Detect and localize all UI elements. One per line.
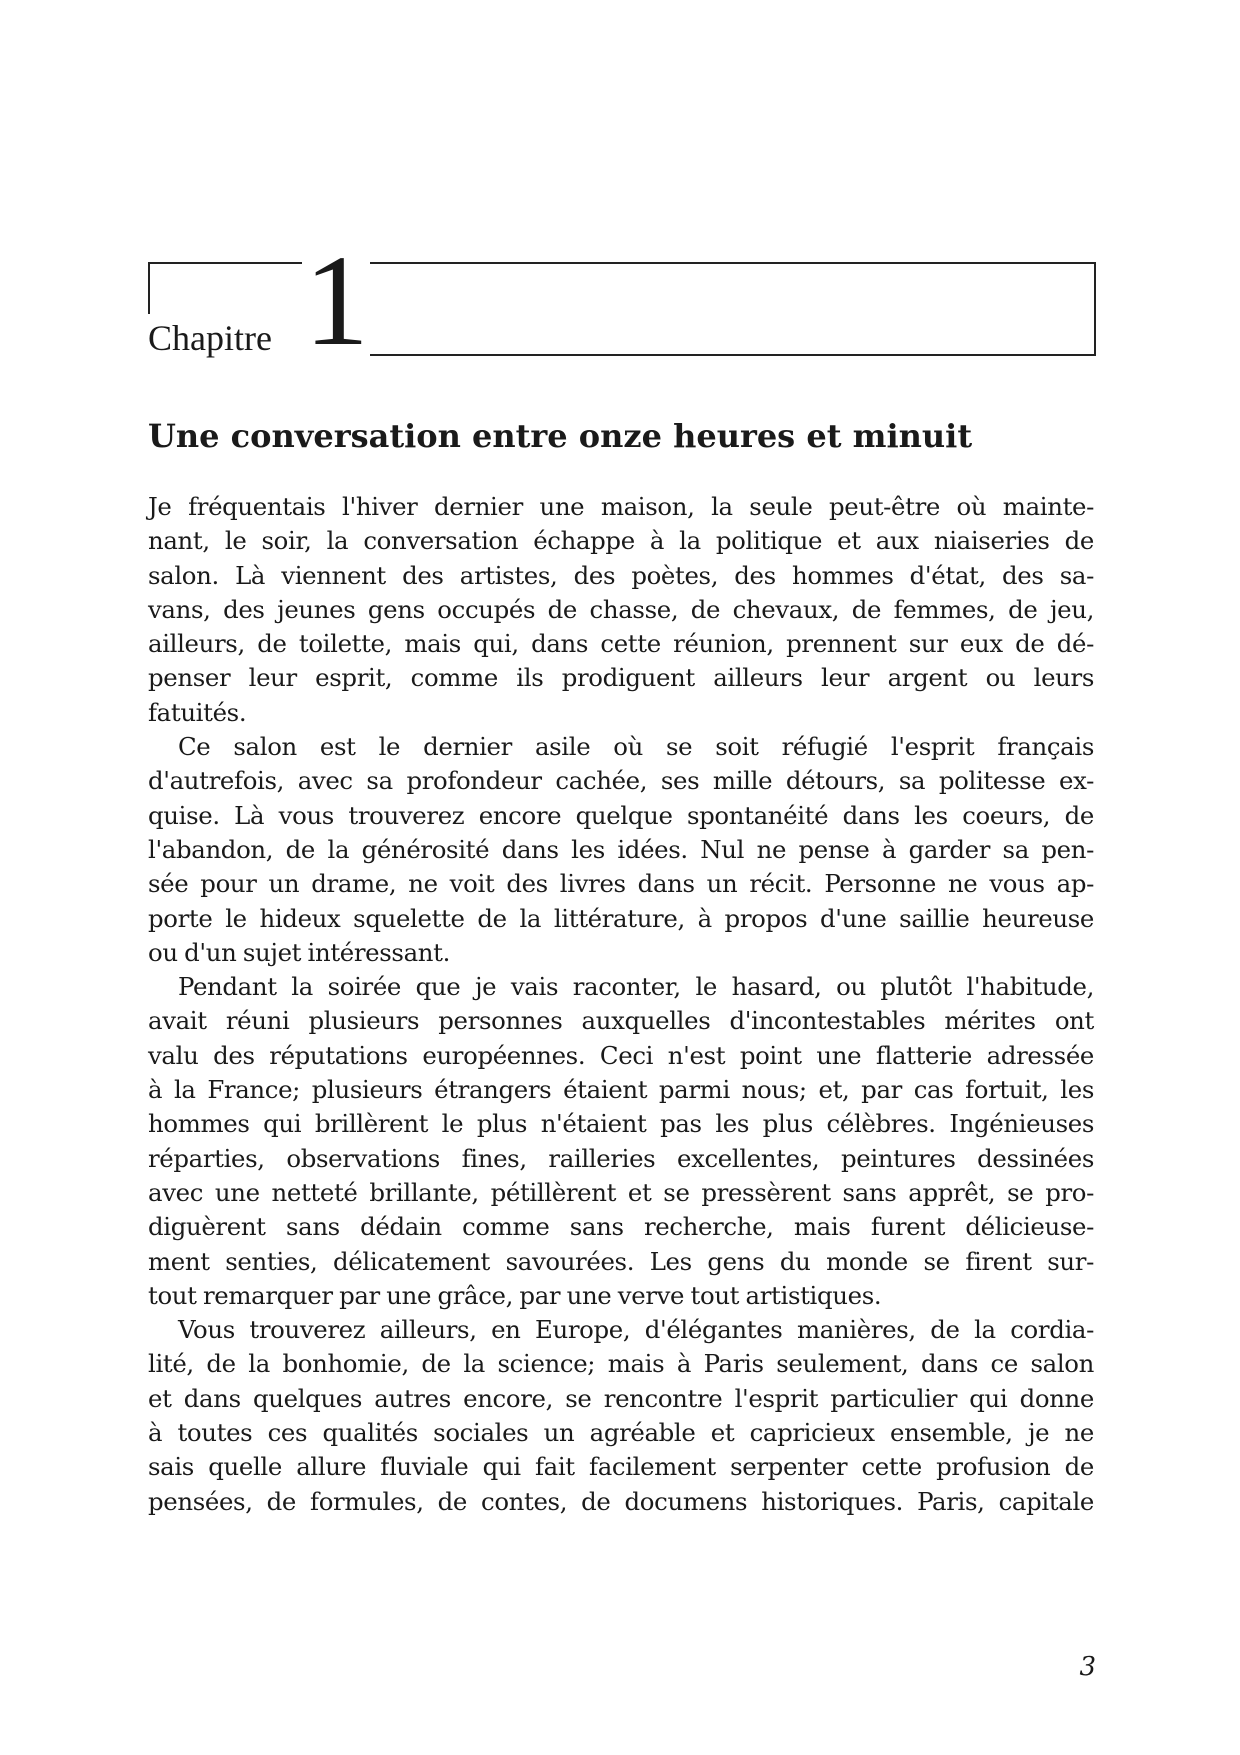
text-line: à la France; plusieurs étrangers étaient parmi nous; et, par cas fortuit, les: [148, 1075, 1094, 1105]
body-text: [148, 490, 1094, 1519]
text-line: pensées, de formules, de contes, de documens historiques. Paris, capitale: [148, 1486, 1094, 1516]
text-line: Je fréquentais l'hiver dernier une maison, la seule peut-être où mainte-: [148, 492, 1094, 521]
text-line: Vous trouverez ailleurs, en Europe, d'élégantes manières, de la cordia-: [178, 1315, 1094, 1345]
chapter-title: Une conversation entre onze heures et minuit: [148, 417, 973, 455]
text-line: fatuités.: [148, 697, 247, 727]
text-line: sais quelle allure fluviale qui fait facilement serpenter cette profusion de: [148, 1452, 1094, 1482]
text-line: ailleurs, de toilette, mais qui, dans cette réunion, prennent sur eux de dé-: [148, 629, 1094, 659]
text-line: l'abandon, de la générosité dans les idées. Nul ne pense à garder sa pen-: [148, 834, 1094, 864]
text-line: sée pour un drame, ne voit des livres dans un récit. Personne ne vous ap-: [148, 869, 1094, 899]
text-line: à toutes ces qualités sociales un agréable et capricieux ensemble, je ne: [148, 1418, 1094, 1448]
chapter-frame-left: [148, 262, 302, 314]
chapter-frame-right: [370, 262, 1096, 356]
text-line: hommes qui brillèrent le plus n'étaient pas les plus célèbres. Ingénieuses: [148, 1109, 1094, 1139]
text-line: avait réuni plusieurs personnes auxquelles d'incontestables mérites ont: [148, 1006, 1094, 1036]
text-line: lité, de la bonhomie, de la science; mais à Paris seulement, dans ce salon: [148, 1349, 1094, 1379]
chapter-label: Chapitre: [148, 318, 272, 358]
text-line: quise. Là vous trouverez encore quelque spontanéité dans les coeurs, de: [148, 800, 1094, 830]
text-line: d'autrefois, avec sa profondeur cachée, ses mille détours, sa politesse ex-: [148, 766, 1094, 796]
text-line: ou d'un sujet intéressant.: [148, 937, 450, 967]
page-number: 3: [1079, 1652, 1096, 1682]
text-line: vans, des jeunes gens occupés de chasse, de chevaux, de femmes, de jeu,: [148, 594, 1094, 624]
text-line: salon. Là viennent des artistes, des poètes, des hommes d'état, des sa-: [148, 560, 1094, 590]
text-line: avec une netteté brillante, pétillèrent et se pressèrent sans apprêt, se pro-: [148, 1177, 1094, 1207]
text-line: valu des réputations européennes. Ceci n'est point une flatterie adressée: [148, 1040, 1094, 1070]
text-line: ment senties, délicatement savourées. Les gens du monde se firent sur-: [148, 1246, 1094, 1276]
text-line: Ce salon est le dernier asile où se soit réfugié l'esprit français: [178, 732, 1094, 762]
text-line: diguèrent sans dédain comme sans recherche, mais furent délicieuse-: [148, 1212, 1094, 1242]
text-line: porte le hideux squelette de la littérature, à propos d'une saillie heureuse: [148, 903, 1094, 933]
chapter-number: 1: [304, 229, 369, 373]
text-line: et dans quelques autres encore, se rencontre l'esprit particulier qui donne: [148, 1383, 1094, 1413]
text-line: penser leur esprit, comme ils prodiguent ailleurs leur argent ou leurs: [148, 663, 1094, 693]
text-line: nant, le soir, la conversation échappe à la politique et aux niaiseries de: [148, 526, 1094, 556]
text-line: réparties, observations fines, railleries excellentes, peintures dessinées: [148, 1143, 1094, 1173]
text-line: tout remarquer par une grâce, par une verve tout artistiques.: [148, 1280, 882, 1310]
text-line: Pendant la soirée que je vais raconter, le hasard, ou plutôt l'habitude,: [178, 972, 1094, 1002]
